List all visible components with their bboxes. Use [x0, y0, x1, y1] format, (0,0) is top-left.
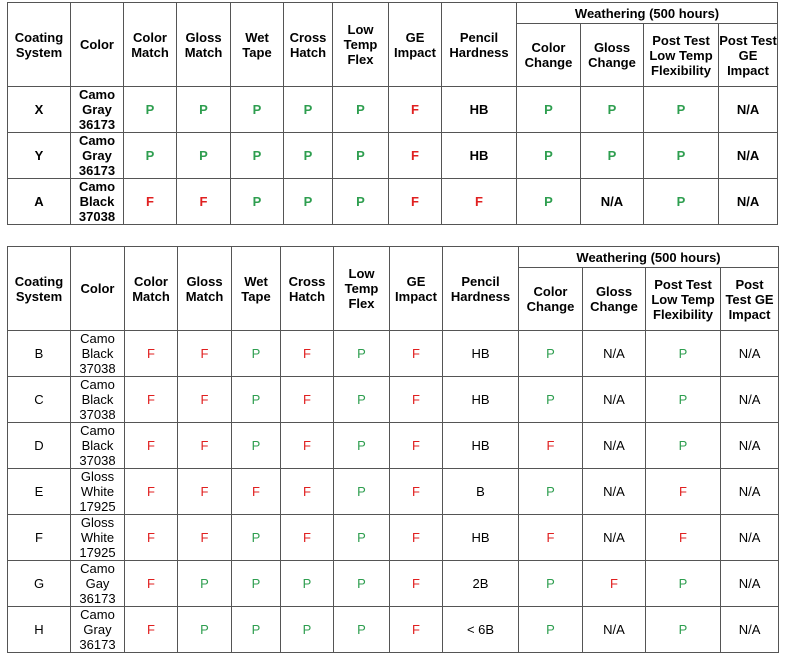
color-cell: Camo Black 37038	[71, 377, 125, 423]
result-cell: F	[281, 331, 334, 377]
result-cell: F	[177, 179, 231, 225]
table-row	[8, 331, 779, 377]
result-cell: P	[333, 179, 389, 225]
header-gloss-change: Gloss Change	[583, 268, 646, 331]
result-cell: HB	[442, 87, 517, 133]
result-cell: P	[232, 515, 281, 561]
result-cell: P	[231, 87, 284, 133]
header-weathering: Weathering (500 hours)	[517, 3, 778, 24]
result-cell: N/A	[721, 515, 779, 561]
result-cell: 2B	[443, 561, 519, 607]
color-cell: Camo Gay 36173	[71, 561, 125, 607]
result-cell: F	[390, 423, 443, 469]
header-color-match: Color Match	[125, 247, 178, 331]
result-cell: F	[389, 133, 442, 179]
header-cross-hatch: Cross Hatch	[284, 3, 333, 87]
result-cell: N/A	[721, 331, 779, 377]
result-cell: P	[519, 469, 583, 515]
result-cell: HB	[443, 377, 519, 423]
result-cell: F	[442, 179, 517, 225]
result-cell: P	[581, 133, 644, 179]
color-cell: Camo Gray 36173	[71, 87, 124, 133]
result-cell: F	[281, 515, 334, 561]
header-gloss-match: Gloss Match	[178, 247, 232, 331]
result-cell: F	[281, 423, 334, 469]
color-cell: Camo Gray 36173	[71, 607, 125, 653]
table-row	[8, 377, 779, 423]
header-post-test-low-temp-flex: Post Test Low Temp Flexibility	[644, 24, 719, 87]
result-cell: N/A	[719, 133, 778, 179]
results-table-1	[7, 2, 778, 225]
result-cell: P	[334, 423, 390, 469]
color-cell: Gloss White 17925	[71, 469, 125, 515]
result-cell: P	[177, 133, 231, 179]
result-cell: N/A	[721, 561, 779, 607]
header-wet-tape: Wet Tape	[231, 3, 284, 87]
result-cell: P	[232, 423, 281, 469]
result-cell: < 6B	[443, 607, 519, 653]
result-cell: P	[124, 133, 177, 179]
table-row	[8, 561, 779, 607]
result-cell: P	[231, 133, 284, 179]
result-cell: P	[281, 561, 334, 607]
coating-system-cell: D	[8, 423, 71, 469]
header-gloss-change: Gloss Change	[581, 24, 644, 87]
table-row	[8, 607, 779, 653]
result-cell: P	[646, 377, 721, 423]
header-color-match: Color Match	[124, 3, 177, 87]
result-cell: N/A	[583, 331, 646, 377]
result-cell: F	[389, 87, 442, 133]
result-cell: N/A	[719, 87, 778, 133]
result-cell: F	[281, 469, 334, 515]
table-2-body	[8, 331, 779, 653]
table-1-body	[8, 87, 778, 225]
header-color: Color	[71, 247, 125, 331]
coating-system-cell: E	[8, 469, 71, 515]
result-cell: P	[178, 561, 232, 607]
header-post-test-low-temp-flex: Post Test Low Temp Flexibility	[646, 268, 721, 331]
result-cell: N/A	[583, 515, 646, 561]
color-cell: Camo Black 37038	[71, 423, 125, 469]
header-color: Color	[71, 3, 124, 87]
result-cell: N/A	[721, 607, 779, 653]
coating-system-cell: F	[8, 515, 71, 561]
header-low-temp-flex: Low Temp Flex	[334, 247, 390, 331]
result-cell: N/A	[721, 469, 779, 515]
result-cell: P	[334, 331, 390, 377]
color-cell: Camo Gray 36173	[71, 133, 124, 179]
result-cell: P	[231, 179, 284, 225]
result-cell: N/A	[583, 423, 646, 469]
header-pencil-hardness: Pencil Hardness	[442, 3, 517, 87]
table-row	[8, 133, 778, 179]
result-cell: F	[519, 423, 583, 469]
coating-system-cell: X	[8, 87, 71, 133]
result-cell: F	[178, 331, 232, 377]
color-cell: Gloss White 17925	[71, 515, 125, 561]
result-cell: F	[390, 607, 443, 653]
result-cell: F	[583, 561, 646, 607]
result-cell: P	[232, 607, 281, 653]
result-cell: P	[177, 87, 231, 133]
header-post-test-ge-impact: Post Test GE Impact	[721, 268, 779, 331]
result-cell: F	[178, 515, 232, 561]
result-cell: F	[390, 561, 443, 607]
result-cell: N/A	[719, 179, 778, 225]
header-ge-impact: GE Impact	[390, 247, 443, 331]
result-cell: HB	[443, 515, 519, 561]
result-cell: F	[125, 561, 178, 607]
result-cell: F	[390, 515, 443, 561]
header-ge-impact: GE Impact	[389, 3, 442, 87]
result-cell: P	[644, 87, 719, 133]
header-gloss-match: Gloss Match	[177, 3, 231, 87]
result-cell: P	[281, 607, 334, 653]
result-cell: P	[333, 87, 389, 133]
result-cell: N/A	[721, 423, 779, 469]
result-cell: P	[284, 133, 333, 179]
header-coating-system: Coating System	[8, 247, 71, 331]
table-row	[8, 179, 778, 225]
result-cell: F	[646, 515, 721, 561]
result-cell: P	[517, 133, 581, 179]
result-cell: F	[390, 469, 443, 515]
result-cell: F	[125, 515, 178, 561]
result-cell: F	[281, 377, 334, 423]
header-weathering: Weathering (500 hours)	[519, 247, 779, 268]
table-row	[8, 423, 779, 469]
result-cell: P	[519, 607, 583, 653]
result-cell: N/A	[583, 469, 646, 515]
result-cell: F	[178, 423, 232, 469]
result-cell: P	[334, 561, 390, 607]
result-cell: F	[125, 377, 178, 423]
result-cell: P	[178, 607, 232, 653]
result-cell: P	[646, 561, 721, 607]
result-cell: P	[646, 423, 721, 469]
result-cell: P	[517, 179, 581, 225]
color-cell: Camo Black 37038	[71, 179, 124, 225]
result-cell: N/A	[721, 377, 779, 423]
result-cell: P	[646, 607, 721, 653]
result-cell: P	[334, 377, 390, 423]
coating-system-cell: H	[8, 607, 71, 653]
header-color-change: Color Change	[517, 24, 581, 87]
result-cell: HB	[442, 133, 517, 179]
result-cell: F	[519, 515, 583, 561]
result-cell: P	[333, 133, 389, 179]
table-row	[8, 515, 779, 561]
result-cell: N/A	[583, 607, 646, 653]
coating-system-cell: B	[8, 331, 71, 377]
result-cell: P	[644, 179, 719, 225]
result-cell: F	[646, 469, 721, 515]
result-cell: F	[125, 607, 178, 653]
result-cell: P	[232, 561, 281, 607]
coating-system-cell: C	[8, 377, 71, 423]
result-cell: B	[443, 469, 519, 515]
header-post-test-ge-impact: Post Test GE Impact	[719, 24, 778, 87]
result-cell: F	[232, 469, 281, 515]
result-cell: HB	[443, 331, 519, 377]
result-cell: HB	[443, 423, 519, 469]
header-wet-tape: Wet Tape	[232, 247, 281, 331]
coating-system-cell: G	[8, 561, 71, 607]
result-cell: P	[519, 331, 583, 377]
header-coating-system: Coating System	[8, 3, 71, 87]
result-cell: P	[517, 87, 581, 133]
result-cell: P	[124, 87, 177, 133]
header-low-temp-flex: Low Temp Flex	[333, 3, 389, 87]
result-cell: P	[232, 377, 281, 423]
result-cell: F	[390, 377, 443, 423]
result-cell: F	[125, 331, 178, 377]
color-cell: Camo Black 37038	[71, 331, 125, 377]
result-cell: P	[644, 133, 719, 179]
result-cell: P	[232, 331, 281, 377]
result-cell: P	[334, 515, 390, 561]
result-cell: F	[124, 179, 177, 225]
table-row	[8, 87, 778, 133]
result-cell: P	[334, 607, 390, 653]
coating-system-cell: A	[8, 179, 71, 225]
results-table-2	[7, 246, 779, 653]
result-cell: P	[334, 469, 390, 515]
result-cell: F	[178, 377, 232, 423]
result-cell: F	[390, 331, 443, 377]
header-color-change: Color Change	[519, 268, 583, 331]
result-cell: F	[125, 423, 178, 469]
result-cell: P	[581, 87, 644, 133]
result-cell: P	[519, 377, 583, 423]
header-pencil-hardness: Pencil Hardness	[443, 247, 519, 331]
header-cross-hatch: Cross Hatch	[281, 247, 334, 331]
result-cell: P	[284, 87, 333, 133]
result-cell: P	[646, 331, 721, 377]
result-cell: F	[389, 179, 442, 225]
coating-system-cell: Y	[8, 133, 71, 179]
result-cell: N/A	[583, 377, 646, 423]
result-cell: P	[284, 179, 333, 225]
table-row	[8, 469, 779, 515]
result-cell: F	[178, 469, 232, 515]
result-cell: F	[125, 469, 178, 515]
result-cell: P	[519, 561, 583, 607]
result-cell: N/A	[581, 179, 644, 225]
